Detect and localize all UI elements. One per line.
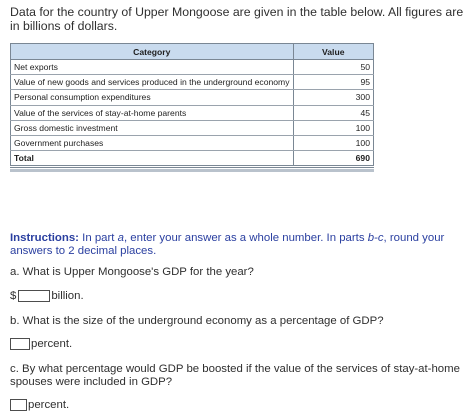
table-row <box>11 60 374 75</box>
table-total-row <box>11 151 374 167</box>
row-category: Value of new goods and services produced in the underground economy <box>11 75 294 90</box>
row-value: 300 <box>293 90 374 105</box>
table-row <box>11 105 374 120</box>
instructions-part-bc: b-c <box>367 232 384 244</box>
table-bottom-rule <box>10 169 374 172</box>
intro-text: Data for the country of Upper Mongoose are given in the table below. All figures are in billions of dollars. <box>10 5 464 33</box>
data-table-container <box>10 43 374 168</box>
answer-c-unit: percent. <box>28 399 70 411</box>
row-category: Value of the services of stay-at-home parents <box>11 105 294 120</box>
answer-c-input[interactable] <box>10 399 27 411</box>
row-value: 95 <box>293 75 374 90</box>
row-value: 100 <box>293 120 374 135</box>
row-value: 50 <box>293 60 374 75</box>
instructions <box>10 232 468 258</box>
answer-row-a <box>10 289 84 303</box>
question-c: c. By what percentage would GDP be boosted if the value of the services of stay-at-home spouses were included in GDP? <box>10 363 460 388</box>
instructions-text: In part <box>78 232 118 244</box>
answer-b-input[interactable] <box>10 338 30 350</box>
question-b: b. What is the size of the underground economy as a percentage of GDP? <box>10 315 384 327</box>
table-row <box>11 75 374 90</box>
total-label: Total <box>11 151 294 167</box>
table-header-row <box>11 44 374 60</box>
answer-row-c <box>10 398 69 412</box>
row-category: Personal consumption expenditures <box>11 90 294 105</box>
row-category: Net exports <box>11 60 294 75</box>
row-value: 100 <box>293 135 374 150</box>
dollar-prefix: $ <box>10 290 17 302</box>
row-category: Government purchases <box>11 135 294 150</box>
column-header-value: Value <box>293 44 374 60</box>
row-category: Gross domestic investment <box>11 120 294 135</box>
data-table <box>10 43 374 168</box>
answer-a-input[interactable] <box>18 290 50 302</box>
row-value: 45 <box>293 105 374 120</box>
table-row <box>11 120 374 135</box>
instructions-text: , enter your answer as a whole number. In parts <box>123 232 368 244</box>
table-row <box>11 90 374 105</box>
answer-row-b <box>10 337 72 351</box>
instructions-part-a: a <box>117 232 124 244</box>
table-row <box>11 135 374 150</box>
question-a: a. What is Upper Mongoose's GDP for the year? <box>10 266 254 278</box>
answer-a-unit: billion. <box>51 290 84 302</box>
instructions-label: Instructions: <box>10 232 79 244</box>
column-header-category: Category <box>11 44 294 60</box>
answer-b-unit: percent. <box>31 338 73 350</box>
instructions-text: , round your answers to 2 decimal places. <box>10 232 445 257</box>
total-value: 690 <box>293 151 374 167</box>
